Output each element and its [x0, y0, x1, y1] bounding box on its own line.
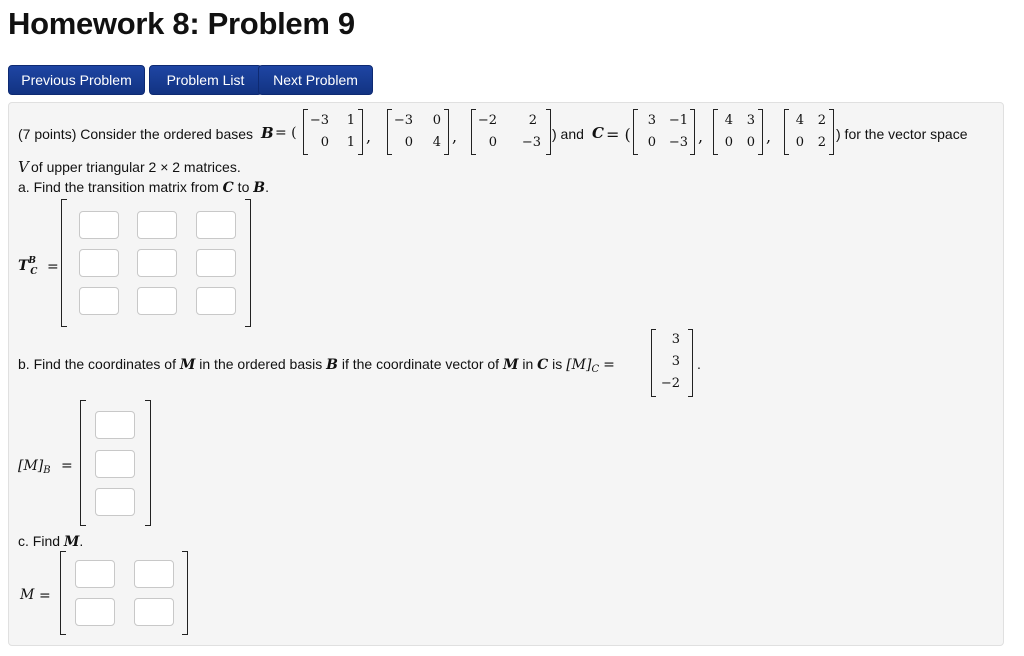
comma: ,: [698, 127, 704, 146]
matrix-entry: −3: [393, 113, 413, 128]
matrix-entry: −3: [521, 135, 541, 150]
previous-problem-button[interactable]: Previous Problem: [8, 65, 145, 95]
matrix-entry: 1: [346, 135, 355, 150]
answer-input-a-r1c3[interactable]: [196, 211, 236, 239]
equals-sign: =: [47, 259, 59, 275]
matrix-m-label: M: [20, 587, 35, 603]
answer-input-b-1[interactable]: [95, 411, 135, 439]
coordinate-b-label: [18, 458, 51, 474]
matrix-m-symbol: M: [63, 534, 80, 550]
answer-input-a-r2c2[interactable]: [137, 249, 177, 277]
right-bracket: [145, 400, 151, 526]
basis-b-symbol: B: [326, 357, 338, 373]
period: .: [697, 356, 701, 372]
basis-c-matrix-1: [633, 109, 695, 155]
basis-c-symbol: C: [537, 357, 549, 373]
matrix-entry: 4: [432, 135, 441, 150]
part-c-text: c. Find: [18, 533, 64, 549]
matrix-entry: 0: [404, 135, 413, 150]
vector-space-description: of upper triangular 2 × 2 matrices.: [31, 159, 241, 175]
answer-input-c-r2c1[interactable]: [75, 598, 115, 626]
part-b-text: in: [518, 356, 538, 372]
matrix-m-symbol: M: [179, 357, 196, 373]
part-b-text: in the ordered basis: [195, 356, 327, 372]
basis-c-equals: = (: [606, 125, 631, 144]
equals-sign: =: [603, 357, 615, 373]
matrix-entry: 0: [724, 135, 733, 150]
matrix-entry: 0: [746, 135, 755, 150]
basis-b-symbol: B: [253, 180, 266, 196]
part-b-prompt: [18, 356, 615, 373]
coordinate-b-symbol: [M]: [18, 458, 44, 474]
answer-input-c-r2c2[interactable]: [134, 598, 174, 626]
transition-symbol: T: [18, 258, 29, 274]
matrix-entry: 4: [795, 113, 804, 128]
answer-input-a-r3c2[interactable]: [137, 287, 177, 315]
basis-c-symbol: C: [592, 124, 604, 142]
and-text: ) and: [552, 126, 584, 142]
basis-c-symbol: C: [222, 180, 234, 196]
matrix-entry: 2: [817, 113, 826, 128]
answer-input-a-r2c3[interactable]: [196, 249, 236, 277]
basis-c-matrix-3: [784, 109, 834, 155]
matrix-entry: 3: [746, 113, 755, 128]
matrix-entry: 0: [432, 113, 441, 128]
part-b-text: if the coordinate vector of: [337, 356, 503, 372]
matrix-entry: −2: [477, 113, 497, 128]
matrix-entry: 2: [817, 135, 826, 150]
matrix-entry: 0: [795, 135, 804, 150]
vector-entry: 3: [671, 332, 680, 347]
right-bracket: [182, 551, 188, 635]
matrix-entry: 2: [528, 113, 537, 128]
basis-b-equals: = (: [275, 125, 297, 141]
transition-superscript: B: [28, 256, 37, 266]
matrix-entry: 3: [647, 113, 656, 128]
comma: ,: [452, 127, 458, 146]
matrix-m-symbol: M: [502, 357, 519, 373]
vector-space-symbol: V: [18, 158, 29, 176]
part-a-text: .: [265, 179, 269, 195]
basis-b-matrix-3: [471, 109, 551, 155]
page-title: Homework 8: Problem 9: [8, 6, 355, 41]
comma: ,: [366, 127, 372, 146]
basis-b-symbol: B: [261, 124, 274, 142]
vector-entry: 3: [671, 354, 680, 369]
coordinate-b-subscript: B: [43, 465, 51, 476]
answer-input-a-r3c1[interactable]: [79, 287, 119, 315]
basis-b-matrix-1: [303, 109, 363, 155]
transition-subscript: C: [30, 267, 38, 277]
basis-c-matrix-2: [713, 109, 763, 155]
matrix-entry: −3: [309, 113, 329, 128]
answer-input-b-2[interactable]: [95, 450, 135, 478]
left-bracket: [60, 551, 66, 635]
part-a-text: a. Find the transition matrix from: [18, 179, 223, 195]
vector-space-text: ) for the vector space: [836, 126, 968, 142]
answer-input-a-r3c3[interactable]: [196, 287, 236, 315]
matrix-entry: 0: [647, 135, 656, 150]
vector-entry: −2: [660, 376, 680, 391]
coordinate-vector-subscript: C: [591, 364, 600, 375]
answer-input-a-r1c1[interactable]: [79, 211, 119, 239]
answer-input-b-3[interactable]: [95, 488, 135, 516]
matrix-entry: 1: [346, 113, 355, 128]
matrix-entry: 0: [320, 135, 329, 150]
transition-matrix-label: [18, 256, 43, 277]
answer-input-a-r2c1[interactable]: [79, 249, 119, 277]
part-b-text: is: [548, 356, 567, 372]
matrix-entry: 0: [488, 135, 497, 150]
matrix-entry: −1: [668, 113, 688, 128]
part-a-text: to: [233, 179, 254, 195]
coordinate-vector-c: [651, 329, 693, 397]
coordinate-vector-label: [M]: [566, 357, 592, 373]
left-bracket: [61, 199, 67, 327]
next-problem-button[interactable]: Next Problem: [258, 65, 373, 95]
comma: ,: [766, 127, 772, 146]
left-bracket: [80, 400, 86, 526]
answer-input-c-r1c1[interactable]: [75, 560, 115, 588]
problem-intro: (7 points) Consider the ordered bases: [18, 126, 254, 142]
problem-panel: [8, 102, 1004, 646]
answer-input-a-r1c2[interactable]: [137, 211, 177, 239]
part-c-text: .: [79, 533, 84, 549]
equals-sign: =: [61, 458, 73, 474]
answer-input-c-r1c2[interactable]: [134, 560, 174, 588]
basis-b-matrix-2: [387, 109, 449, 155]
matrix-entry: 4: [724, 113, 733, 128]
equals-sign: =: [39, 588, 51, 604]
part-b-text: b. Find the coordinates of: [18, 356, 180, 372]
problem-list-button[interactable]: Problem List: [149, 65, 262, 95]
part-c-prompt: [18, 533, 83, 550]
part-a-prompt: [18, 179, 269, 196]
right-bracket: [245, 199, 251, 327]
matrix-entry: −3: [668, 135, 688, 150]
